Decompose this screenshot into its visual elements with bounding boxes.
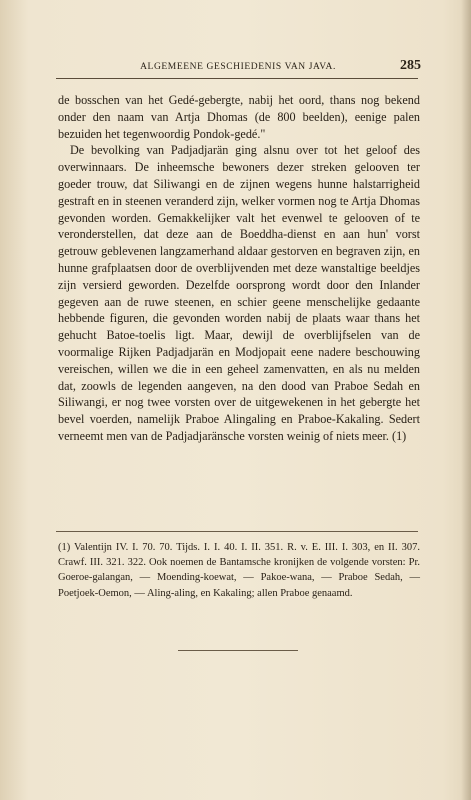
page-edge-shadow xyxy=(461,0,471,800)
running-title: ALGEMEENE GESCHIEDENIS VAN JAVA. xyxy=(140,62,336,72)
end-rule xyxy=(178,650,298,651)
footnote-rule xyxy=(56,531,418,532)
paragraph-2: De bevolking van Padjadjarän ging alsnu over tot het geloof des overwinnaars. De inheemsche bewoners dezer streken gelooven ter goeder trouw, dat Siliwangi en de zijnen wegens hunne halstarrigheid gestraft en in steenen veranderd zijn, welker vormen nog te Artja Dhomas gevonden worden. Gemakkelijker valt het evenwel te gelooven of te veronderstellen, dat deze aan de Boeddha-dienst en aan hun' vorst getrouw geblevenen langzamerhand aldaar gestorven en begraven zijn, en hunne grafplaatsen door de overblijvenden met deze wanstaltige beeldjes zijn versierd geworden. Dezelfde oorsprong wordt door den Inlander gegeven aan de ruwe steenen, en schier geene menschelijke gedaante hebbende figuren, die gevonden worden nabij de plaats waar thans het gehucht Batoe-toelis ligt. Maar, dewijl de overblijfselen van de voormalige Rijken Padjadjarän en Modjopait eene nadere beschouwing vereischen, willen we die in een geheel zamenvatten, en als nu melden dat, zoowls de legenden aangeven, na den dood van Praboe Sedah en Siliwangi, er nog twee vorsten over de uitgewekenen in het gebergte het bevel voerden, namelijk Praboe Alingaling en Praboe-Kakaling. Sedert verneemt men van de Padjadjaränsche vorsten weinig of niets meer. (1) xyxy=(58,143,420,443)
header-rule xyxy=(56,78,418,79)
footnote xyxy=(58,540,420,601)
footnote-text: (1) Valentijn IV. I. 70. 70. Tijds. I. I. 40. I. II. 351. R. v. E. III. I. 303, en II. 307. Crawf. III. 321. 322. Ook noemen de Bantamsche kronijken de volgende vorsten: Pr. Goeroe-galangan, — Moending-koewat, — Pakoe-wana, — Praboe Sedah, — Poetjoek-Oemon, — Aling-aling, en Kakaling; allen Praboe genaamd. xyxy=(58,542,420,599)
page-number: 285 xyxy=(400,58,421,73)
paragraph-1: de bosschen van het Gedé-gebergte, nabij het oord, thans nog bekend onder den naam van Artja Dhomas (de 800 beelden), eenige palen bezuiden het tegenwoordig Pondok-gedé." xyxy=(58,93,420,141)
body-text xyxy=(58,92,420,445)
